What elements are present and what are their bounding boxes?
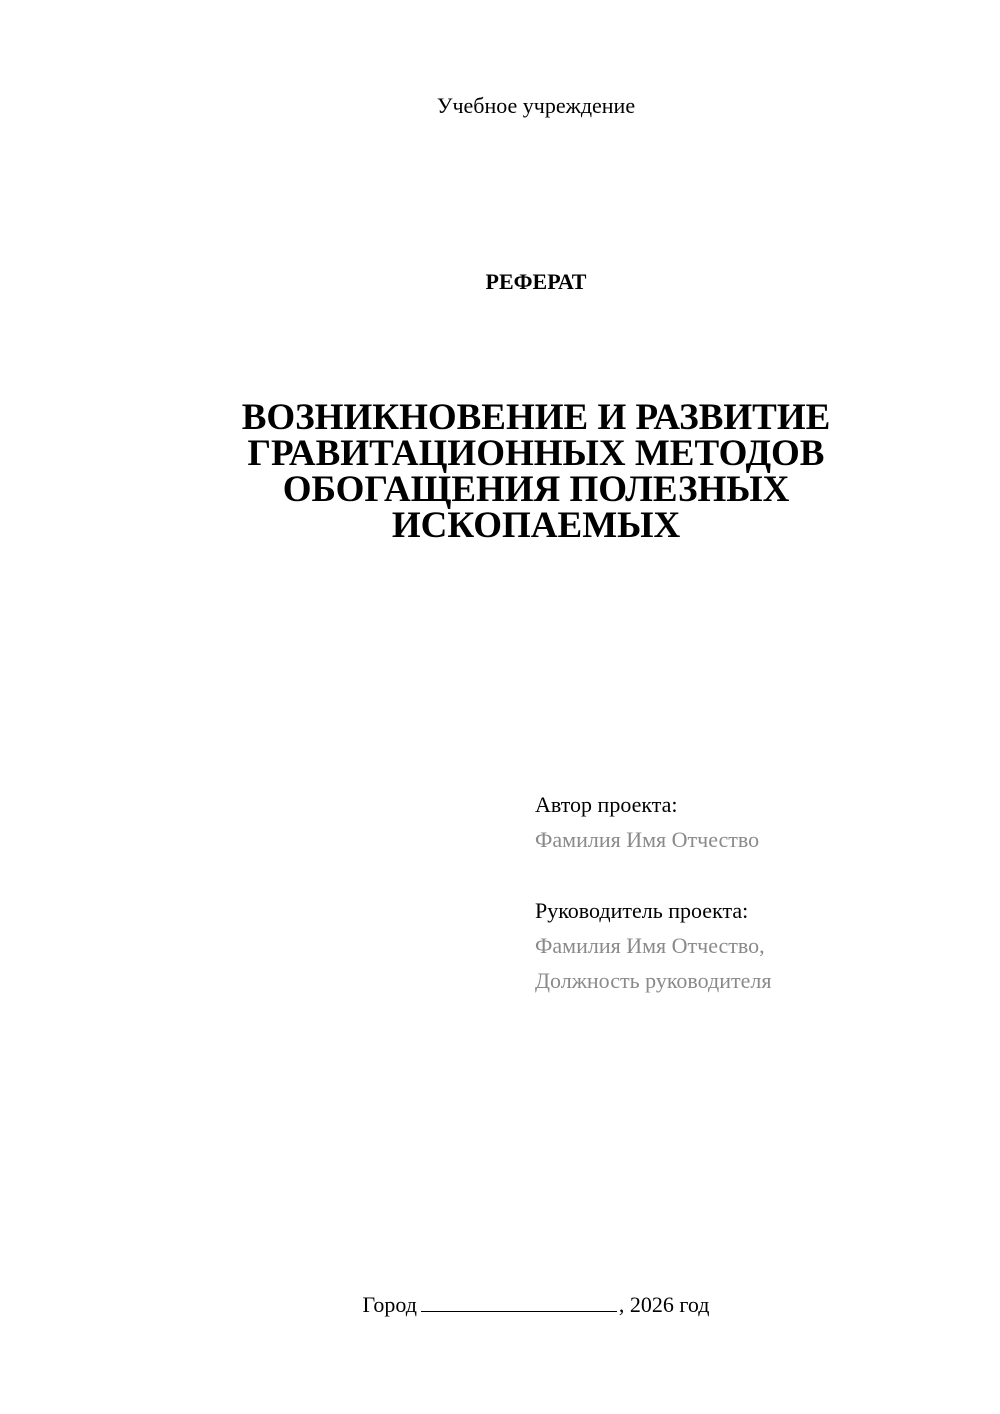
city-blank-line — [421, 1293, 617, 1312]
title-line-1: ВОЗНИКНОВЕНИЕ И РАЗВИТИЕ — [241, 397, 831, 438]
city-label: Город — [362, 1292, 417, 1317]
credits-spacer — [535, 857, 975, 893]
supervisor-label: Руководитель проекта: — [535, 898, 749, 923]
author-name: Фамилия Имя Отчество — [535, 827, 760, 852]
document-title — [200, 397, 872, 546]
credits-block — [535, 787, 975, 998]
year-text: , 2026 год — [618, 1292, 710, 1317]
title-line-4: ИСКОПАЕМЫХ — [391, 505, 681, 546]
supervisor-position: Должность руководителя — [535, 968, 772, 993]
title-line-2: ГРАВИТАЦИОННЫХ МЕТОДОВ — [247, 433, 825, 474]
title-line-3: ОБОГАЩЕНИЯ ПОЛЕЗНЫХ — [282, 469, 790, 510]
author-label: Автор проекта: — [535, 792, 678, 817]
institution-name: Учебное учреждение — [436, 93, 636, 118]
document-type: РЕФЕРАТ — [485, 269, 587, 294]
supervisor-name: Фамилия Имя Отчество, — [535, 933, 765, 958]
city-year-line — [0, 1290, 1000, 1320]
